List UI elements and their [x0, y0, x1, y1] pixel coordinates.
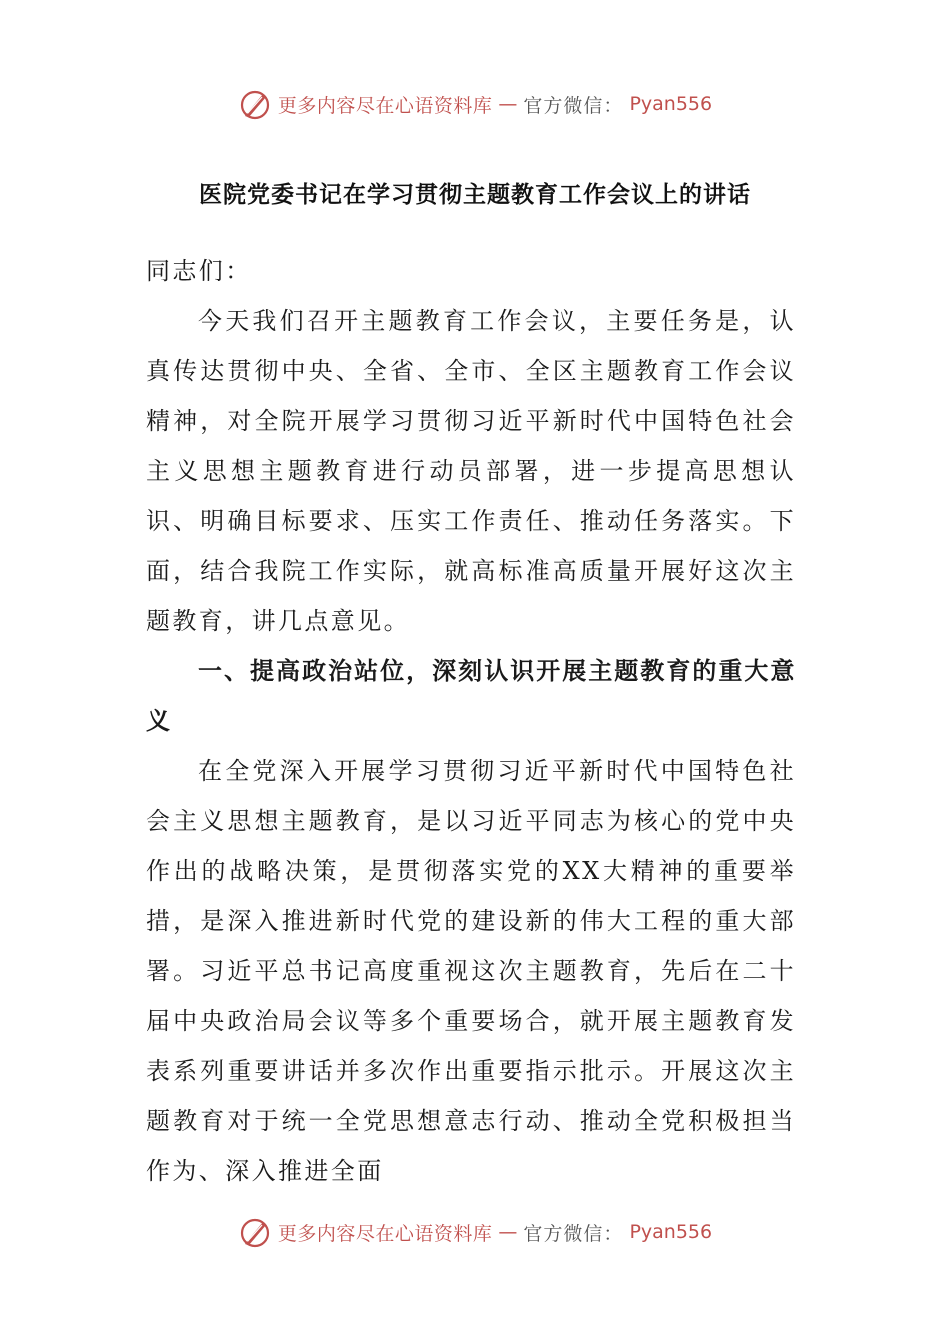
quill-pen-logo-icon [238, 87, 272, 121]
document-body [146, 246, 796, 1196]
wechat-id: Pyan556 [629, 93, 713, 115]
promo-text: 更多内容尽在心语资料库 [277, 94, 493, 117]
section-heading-1: 一、提高政治站位，深刻认识开展主题教育的重大意义 [146, 657, 796, 735]
document-title: 医院党委书记在学习贯彻主题教育工作会议上的讲话 [199, 182, 751, 208]
paragraph-section-1: 在全党深入开展学习贯彻习近平新时代中国特色社会主义思想主题教育，是以习近平同志为核心的党中央作出的战略决策，是贯彻落实党的XX大精神的重要举措，是深入推进新时代党的建设新的伟大工程的重大部署。习近平总书记高度重视这次主题教育，先后在二十届中央政治局会议等多个重要场合，就开展主题教育发表系列重要讲话并多次作出重要指示批示。开展这次主题教育对于统一全党思想意志行动、推动全党积极担当作为、深入推进全面 [146, 757, 796, 1185]
wechat-id: Pyan556 [629, 1221, 713, 1243]
quill-pen-logo-icon [238, 1215, 272, 1249]
banner-dash: — [498, 1221, 518, 1243]
banner-content [238, 1215, 712, 1249]
banner-content [238, 87, 712, 121]
footer-banner [0, 1212, 950, 1252]
paragraph-intro: 今天我们召开主题教育工作会议，主要任务是，认真传达贯彻中央、全省、全市、全区主题教育工作会议精神，对全院开展学习贯彻习近平新时代中国特色社会主义思想主题教育进行动员部署，进一步提高思想认识、明确目标要求、压实工作责任、推动任务落实。下面，结合我院工作实际，就高标准高质量开展好这次主题教育，讲几点意见。 [146, 307, 796, 635]
salutation: 同志们： [146, 257, 252, 285]
official-wechat-label: 官方微信： [523, 1222, 624, 1245]
banner-dash: — [498, 93, 518, 115]
header-banner [0, 84, 950, 124]
promo-text: 更多内容尽在心语资料库 [277, 1222, 493, 1245]
official-wechat-label: 官方微信： [523, 94, 624, 117]
